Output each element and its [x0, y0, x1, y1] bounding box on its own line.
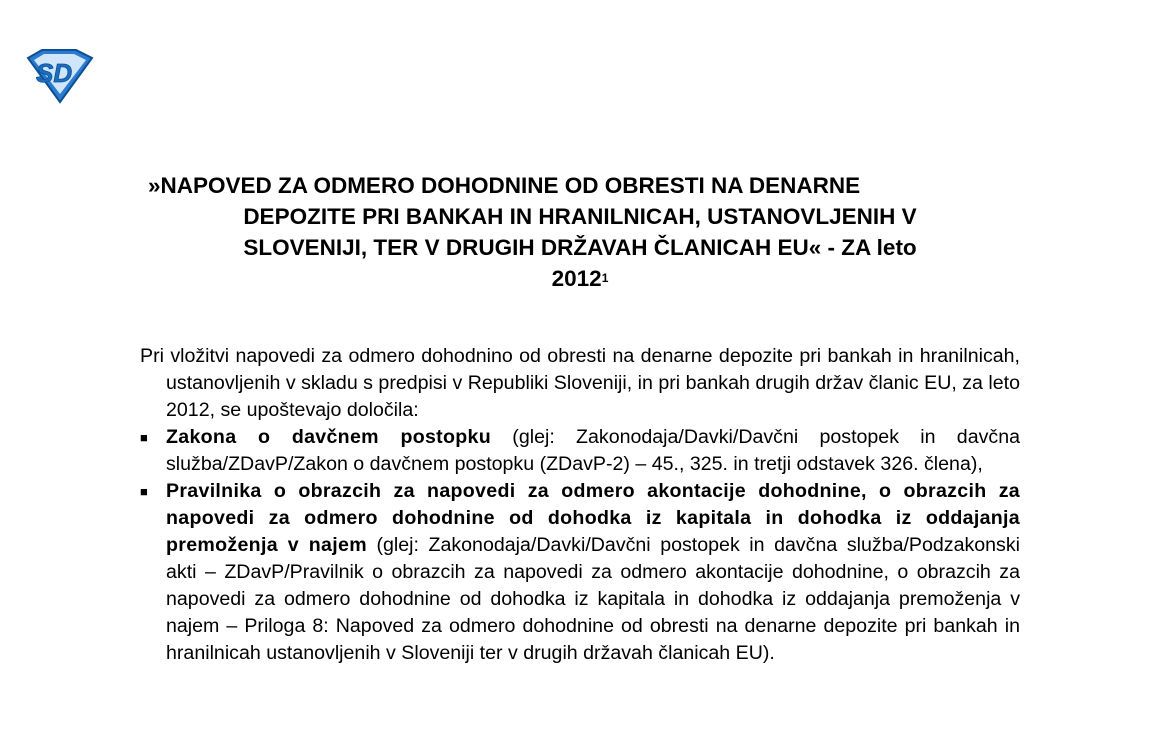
title-line-1: »NAPOVED ZA ODMERO DOHODNINE OD OBRESTI NA DENARNE [148, 173, 861, 198]
document-title [140, 170, 1020, 298]
bullet-icon: ■ [140, 430, 148, 445]
title-year: 2012 [551, 266, 602, 291]
provisions-list [140, 424, 1020, 667]
bullet-icon: ■ [140, 484, 148, 499]
document-body [140, 343, 1020, 667]
law-reference: (glej: Zakonodaja/Davki/Davčni postopek in davčna služba/ZDavP/Zakon o davčnem postopku (ZDavP-2) – 45., 325. in tretji odstavek 326. člena), [166, 426, 1020, 475]
title-line-3: SLOVENIJI, TER V DRUGIH DRŽAVAH ČLANICAH EU« - ZA leto [243, 235, 917, 260]
list-item [140, 478, 1020, 667]
svg-text:SD: SD [36, 58, 73, 88]
sd-logo [22, 48, 96, 104]
regulation-title: Pravilnika o obrazcih za napovedi za odmero akontacije dohodnine, o obrazcih za napovedi za odmero dohodnine od dohodka iz kapitala in dohodka iz oddajanja premoženja v najem [166, 480, 1020, 556]
title-line-2: DEPOZITE PRI BANKAH IN HRANILNICAH, USTANOVLJENIH V [243, 204, 917, 229]
title-line-4 [140, 263, 1020, 298]
footnote-marker: 1 [601, 271, 609, 285]
regulation-reference: (glej: Zakonodaja/Davki/Davčni postopek in davčna služba/Podzakonski akti – ZDavP/Pravilnik o obrazcih za napovedi za odmero akontacije dohodnine, o obrazcih za napovedi za odmero dohodnine od dohodka iz kapitala in dohodka iz oddajanja premoženja v najem – Priloga 8: Napoved za odmero dohodnine od obresti na denarne depozite pri bankah in hranilnicah ustanovljenih v Sloveniji ter v drugih državah članicah EU). [166, 534, 1021, 664]
list-item [140, 424, 1020, 478]
law-title: Zakona o davčnem postopku [166, 426, 492, 448]
intro-paragraph: Pri vložitvi napovedi za odmero dohodnino od obresti na denarne depozite pri bankah in hranilnicah, ustanovljenih v skladu s predpisi v Republiki Sloveniji, in pri bankah drugih držav članic EU, za leto 2012, se upoštevajo določila: [140, 345, 1020, 421]
